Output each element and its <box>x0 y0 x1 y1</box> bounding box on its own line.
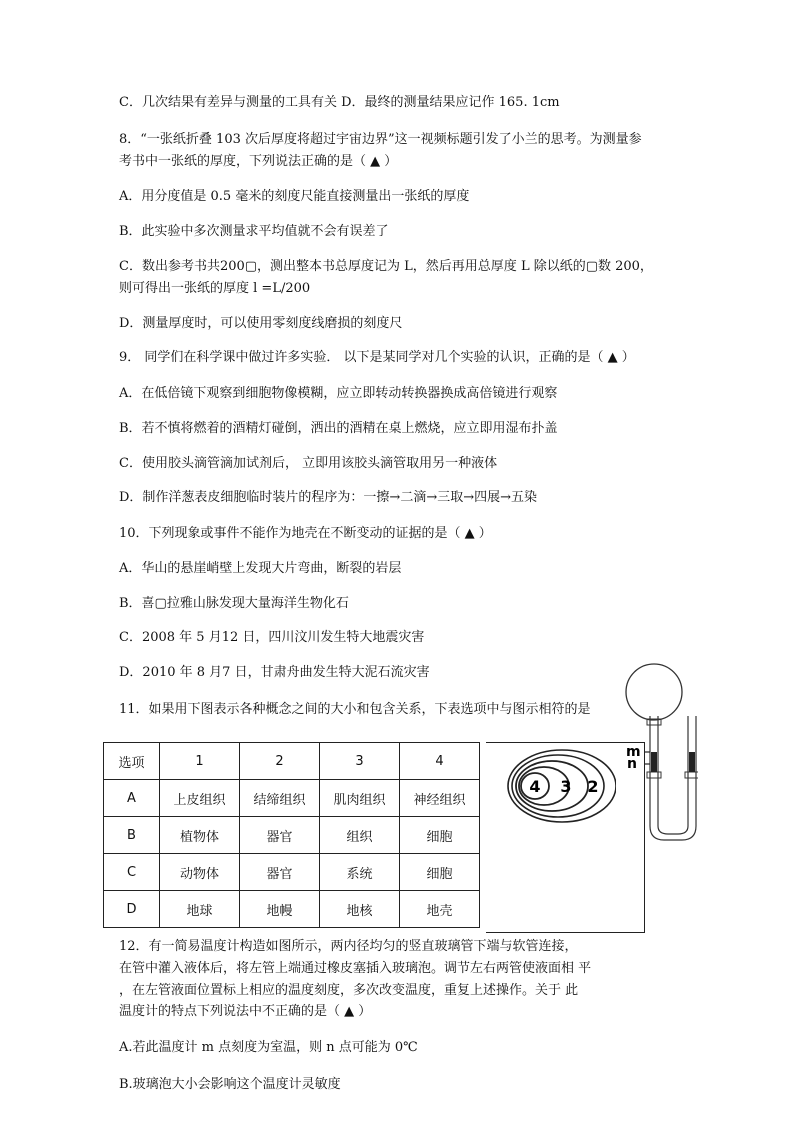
question-12-stem-cont1: 在管中灌入液体后，将左管上端通过橡皮塞插入玻璃泡。调节左右两管使液面相 平 <box>119 961 592 976</box>
table-cell: 肌肉组织 <box>320 780 400 817</box>
table-cell: C <box>104 854 160 891</box>
question-10-option-a: A．华山的悬崖峭壁上发现大片弯曲，断裂的岩层 <box>119 561 402 576</box>
thermometer-figure <box>618 656 698 846</box>
table-cell: 细胞 <box>400 817 480 854</box>
table-cell: A <box>104 780 160 817</box>
table-cell: 动物体 <box>160 854 240 891</box>
table-header-cell: 1 <box>160 743 240 780</box>
label-m: m <box>626 744 641 760</box>
soft-tube <box>650 826 696 840</box>
question-8-stem-cont: 考书中一张纸的厚度，下列说法正确的是（ ▲ ） <box>119 154 398 169</box>
table-header-cell: 4 <box>400 743 480 780</box>
table-row <box>104 780 480 817</box>
table-cell: 神经组织 <box>400 780 480 817</box>
table-cell: 组织 <box>320 817 400 854</box>
circle-label-4: 4 <box>529 777 541 796</box>
question-9-stem: 9． 同学们在科学课中做过许多实验． 以下是某同学对几个实验的认识，正确的是（ ▲ ） <box>119 350 635 365</box>
question-9-option-a: A．在低倍镜下观察到细胞物像模糊，应立即转动转换器换成高倍镜进行观察 <box>119 386 558 401</box>
table-cell: B <box>104 817 160 854</box>
question-9-option-d: D．制作洋葱表皮细胞临时装片的程序为：一擦→二滴→三取→四展→五染 <box>119 490 537 505</box>
table-cell: 地球 <box>160 891 240 928</box>
question-12-option-a: A.若此温度计 m 点刻度为室温，则 n 点可能为 0℃ <box>119 1040 418 1055</box>
options-table <box>103 742 480 928</box>
circle-label-2: 2 <box>587 777 599 796</box>
question-8-option-c: C．数出参考书共200▢，测出整本书总厚度记为 L，然后再用总厚度 L 除以纸的▢数 200， <box>119 259 653 274</box>
question-8-stem: 8．“一张纸折叠 103 次后厚度将超过宇宙边界”这一视频标题引发了小兰的思考。为测量参 <box>119 132 642 147</box>
left-liquid-column <box>651 752 657 772</box>
table-row <box>104 854 480 891</box>
table-cell: D <box>104 891 160 928</box>
table-cell: 器官 <box>240 817 320 854</box>
table-header-cell: 3 <box>320 743 400 780</box>
question-8-option-d: D．测量厚度时，可以使用零刻度线磨损的刻度尺 <box>119 316 403 331</box>
circle-label-3: 3 <box>560 777 572 796</box>
question-12-stem-cont2: ，在左管液面位置标上相应的温度刻度，多次改变温度，重复上述操作。关于 此 <box>119 983 579 998</box>
question-10-option-d: D．2010 年 8 月7 日，甘肃舟曲发生特大泥石流灾害 <box>119 665 430 680</box>
question-12-stem-cont3: 温度计的特点下列说法中不正确的是（ ▲ ） <box>119 1004 372 1019</box>
table-header-row <box>104 743 480 780</box>
question-10-option-c: C．2008 年 5 月12 日，四川汶川发生特大地震灾害 <box>119 630 425 645</box>
question-12-stem: 12．有一简易温度计构造如图所示，两内径均匀的竖直玻璃管下端与软管连接， <box>119 939 578 954</box>
question-12-option-b: B.玻璃泡大小会影响这个温度计灵敏度 <box>119 1077 341 1092</box>
label-n: n <box>627 756 637 772</box>
right-liquid-column <box>689 752 695 772</box>
table-cell: 器官 <box>240 854 320 891</box>
table-row <box>104 891 480 928</box>
table-cell: 系统 <box>320 854 400 891</box>
glass-bulb <box>626 664 682 720</box>
table-cell: 结缔组织 <box>240 780 320 817</box>
table-cell: 上皮组织 <box>160 780 240 817</box>
question-10-stem: 10．下列现象或事件不能作为地壳在不断变动的证据的是（ ▲ ） <box>119 526 492 541</box>
table-cell: 细胞 <box>400 854 480 891</box>
line-q7-cd: C．几次结果有差异与测量的工具有关 D．最终的测量结果应记作 165. 1cm <box>119 95 560 110</box>
table-header-cell: 2 <box>240 743 320 780</box>
question-8-option-b: B．此实验中多次测量求平均值就不会有误差了 <box>119 224 389 239</box>
table-cell: 地核 <box>320 891 400 928</box>
table-cell: 地壳 <box>400 891 480 928</box>
question-8-option-a: A．用分度值是 0.5 毫米的刻度尺能直接测量出一张纸的厚度 <box>119 189 470 204</box>
question-10-option-b: B．喜▢拉雅山脉发现大量海洋生物化石 <box>119 596 349 611</box>
table-cell: 地幔 <box>240 891 320 928</box>
table-row <box>104 817 480 854</box>
question-8-option-c-cont: 则可得出一张纸的厚度 l =L/200 <box>119 281 311 296</box>
nested-circles-figure <box>500 748 616 824</box>
question-9-option-b: B．若不慎将燃着的酒精灯碰倒，洒出的酒精在桌上燃烧，应立即用湿布扑盖 <box>119 421 558 436</box>
table-header-cell: 选项 <box>104 743 160 780</box>
question-9-option-c: C．使用胶头滴管滴加试剂后， 立即用该胶头滴管取用另一种液体 <box>119 456 498 471</box>
question-11-stem: 11．如果用下图表示各种概念之间的大小和包含关系，下表选项中与图示相符的是 <box>119 702 591 717</box>
table-cell: 植物体 <box>160 817 240 854</box>
